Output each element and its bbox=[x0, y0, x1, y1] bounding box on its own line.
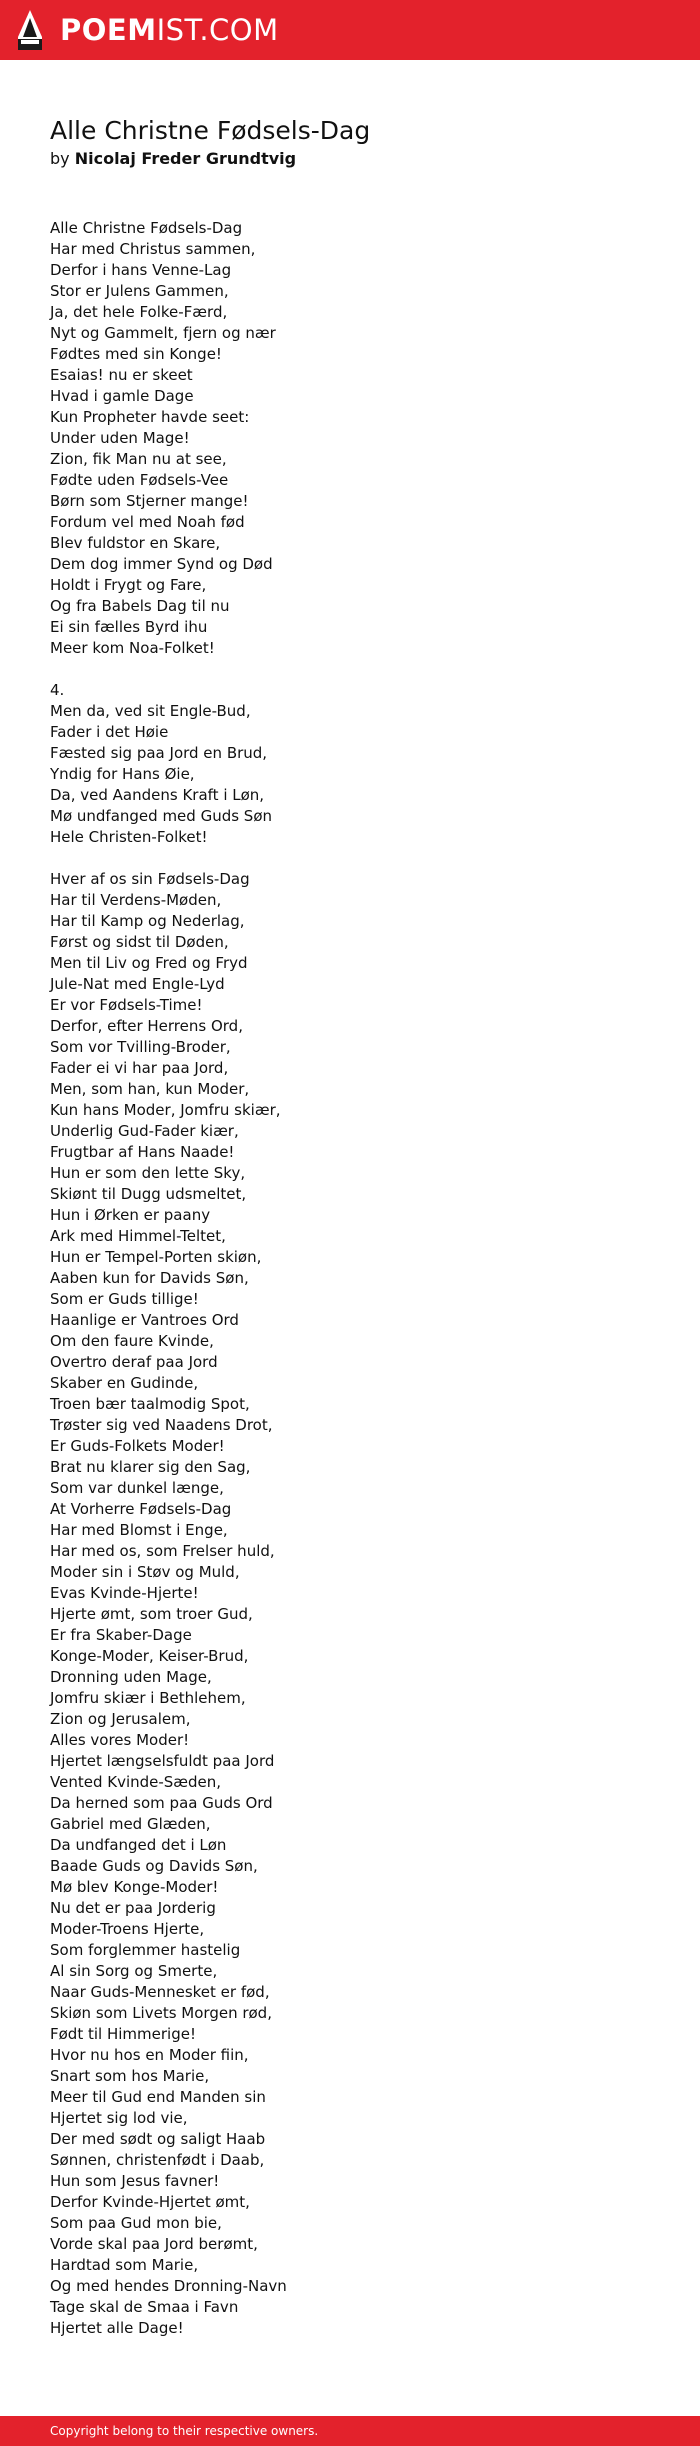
poem-line: Hun er som den lette Sky, bbox=[50, 1164, 246, 1182]
poem-line: Som var dunkel længe, bbox=[50, 1479, 224, 1497]
poem-line: Fader i det Høie bbox=[50, 723, 169, 741]
poem-line: Snart som hos Marie, bbox=[50, 2067, 210, 2085]
by-label: by bbox=[50, 149, 70, 168]
poem-line: Nu det er paa Jorderig bbox=[50, 1899, 216, 1917]
poem-line: Overtro deraf paa Jord bbox=[50, 1353, 218, 1371]
poem-line: Men, som han, kun Moder, bbox=[50, 1080, 250, 1098]
poem-line: Som er Guds tillige! bbox=[50, 1290, 199, 1308]
poem-line: Hele Christen-Folket! bbox=[50, 828, 208, 846]
poem-line: Har med Christus sammen, bbox=[50, 240, 256, 258]
poem-line: Hjerte ømt, som troer Gud, bbox=[50, 1605, 253, 1623]
poem-line: Blev fuldstor en Skare, bbox=[50, 534, 221, 552]
poem-line: Derfor Kvinde-Hjertet ømt, bbox=[50, 2193, 250, 2211]
pencil-tip-icon[interactable] bbox=[17, 9, 43, 51]
poem-line: Hver af os sin Fødsels-Dag bbox=[50, 870, 250, 888]
poem-title: Alle Christne Fødsels-Dag bbox=[50, 116, 371, 145]
poem-line: Aaben kun for Davids Søn, bbox=[50, 1269, 249, 1287]
poem-line: Ark med Himmel-Teltet, bbox=[50, 1227, 226, 1245]
poem-line: Er vor Fødsels-Time! bbox=[50, 996, 203, 1014]
author-name[interactable]: Nicolaj Freder Grundtvig bbox=[74, 149, 297, 168]
poem-line: Stor er Julens Gammen, bbox=[50, 282, 229, 300]
poem-line: 4. bbox=[50, 681, 65, 699]
poem-line: Ei sin fælles Byrd ihu bbox=[50, 618, 208, 636]
stanza-gap bbox=[50, 848, 650, 869]
poem-line: Og fra Babels Dag til nu bbox=[50, 597, 230, 615]
poem-line: Vorde skal paa Jord berømt, bbox=[50, 2235, 258, 2253]
poem-line: Gabriel med Glæden, bbox=[50, 1815, 211, 1833]
poem-line: Jomfru skiær i Bethlehem, bbox=[50, 1689, 246, 1707]
poem-line: Da undfanged det i Løn bbox=[50, 1836, 227, 1854]
poem-line: Hjertet længselsfuldt paa Jord bbox=[50, 1752, 275, 1770]
poem-line: Og med hendes Dronning-Navn bbox=[50, 2277, 287, 2295]
poem-line: Yndig for Hans Øie, bbox=[50, 765, 195, 783]
poem-line: Dem dog immer Synd og Død bbox=[50, 555, 273, 573]
poem-line: Der med sødt og saligt Haab bbox=[50, 2130, 266, 2148]
site-footer bbox=[0, 2416, 700, 2446]
poem-line: Som vor Tvilling-Broder, bbox=[50, 1038, 231, 1056]
poem-line: Har med Blomst i Enge, bbox=[50, 1521, 228, 1539]
poem-line: Hun er Tempel-Porten skiøn, bbox=[50, 1248, 262, 1266]
poem-line: Da herned som paa Guds Ord bbox=[50, 1794, 273, 1812]
poem-line: Men til Liv og Fred og Fryd bbox=[50, 954, 248, 972]
poem-line: Har til Verdens-Møden, bbox=[50, 891, 222, 909]
poem-line: Moder sin i Støv og Muld, bbox=[50, 1563, 240, 1581]
poem-line: Først og sidst til Døden, bbox=[50, 933, 229, 951]
poem-line: Dronning uden Mage, bbox=[50, 1668, 212, 1686]
site-logo-link[interactable] bbox=[60, 14, 279, 46]
poem-line: Som forglemmer hastelig bbox=[50, 1941, 241, 1959]
poem-line: Børn som Stjerner mange! bbox=[50, 492, 249, 510]
poem-line: Hun i Ørken er paany bbox=[50, 1206, 211, 1224]
poem-line: Er Guds-Folkets Moder! bbox=[50, 1437, 225, 1455]
poem-line: Naar Guds-Mennesket er fød, bbox=[50, 1983, 270, 2001]
poem-line: Fæsted sig paa Jord en Brud, bbox=[50, 744, 268, 762]
poem-line: Sønnen, christenfødt i Daab, bbox=[50, 2151, 265, 2169]
poem-line: Fødtes med sin Konge! bbox=[50, 345, 222, 363]
poem-line: Haanlige er Vantroes Ord bbox=[50, 1311, 239, 1329]
poem-line: Trøster sig ved Naadens Drot, bbox=[50, 1416, 273, 1434]
poem-line: Men da, ved sit Engle-Bud, bbox=[50, 702, 251, 720]
poem-line: Skaber en Gudinde, bbox=[50, 1374, 199, 1392]
poem-line: Om den faure Kvinde, bbox=[50, 1332, 214, 1350]
poem-line: Fader ei vi har paa Jord, bbox=[50, 1059, 229, 1077]
poem-line: Zion og Jerusalem, bbox=[50, 1710, 191, 1728]
poem-line: Har med os, som Frelser huld, bbox=[50, 1542, 275, 1560]
poem-line: Meer kom Noa-Folket! bbox=[50, 639, 215, 657]
poem-line: Evas Kvinde-Hjerte! bbox=[50, 1584, 199, 1602]
poem-line: Mø undfanged med Guds Søn bbox=[50, 807, 273, 825]
poem-line: Frugtbar af Hans Naade! bbox=[50, 1143, 235, 1161]
poem-line: Hjertet alle Dage! bbox=[50, 2319, 184, 2337]
poem-line: Som paa Gud mon bie, bbox=[50, 2214, 222, 2232]
poem-line: Zion, fik Man nu at see, bbox=[50, 450, 227, 468]
poem-line: Jule-Nat med Engle-Lyd bbox=[50, 975, 225, 993]
poem-line: Brat nu klarer sig den Sag, bbox=[50, 1458, 251, 1476]
poem-line: Moder-Troens Hjerte, bbox=[50, 1920, 205, 1938]
poem-line: Fødte uden Fødsels-Vee bbox=[50, 471, 229, 489]
poem-line: Underlig Gud-Fader kiær, bbox=[50, 1122, 239, 1140]
poem-line: Vented Kvinde-Sæden, bbox=[50, 1773, 222, 1791]
poem-line: Skiøn som Livets Morgen rød, bbox=[50, 2004, 272, 2022]
poem-line: Mø blev Konge-Moder! bbox=[50, 1878, 219, 1896]
brand-light: IST.COM bbox=[156, 13, 279, 47]
poem-line: Holdt i Frygt og Fare, bbox=[50, 576, 207, 594]
poem-line: Hun som Jesus favner! bbox=[50, 2172, 220, 2190]
poem-line: Derfor, efter Herrens Ord, bbox=[50, 1017, 243, 1035]
poem-line: Esaias! nu er skeet bbox=[50, 366, 193, 384]
poem-line: Derfor i hans Venne-Lag bbox=[50, 261, 232, 279]
poem-line: Ja, det hele Folke-Færd, bbox=[50, 303, 228, 321]
poem-line: Tage skal de Smaa i Favn bbox=[50, 2298, 239, 2316]
poem-line: Troen bær taalmodig Spot, bbox=[50, 1395, 250, 1413]
poem-body bbox=[50, 218, 650, 2339]
poem-line: Skiønt til Dugg udsmeltet, bbox=[50, 1185, 247, 1203]
poem-line: Hvor nu hos en Moder fiin, bbox=[50, 2046, 249, 2064]
byline bbox=[50, 148, 296, 170]
poem-line: Hardtad som Marie, bbox=[50, 2256, 199, 2274]
poem-line: Nyt og Gammelt, fjern og nær bbox=[50, 324, 276, 342]
poem-line: Kun Propheter havde seet: bbox=[50, 408, 250, 426]
poem-line: Hvad i gamle Dage bbox=[50, 387, 194, 405]
stanza-gap bbox=[50, 659, 650, 680]
poem-line: Meer til Gud end Manden sin bbox=[50, 2088, 266, 2106]
poem-line: Da, ved Aandens Kraft i Løn, bbox=[50, 786, 265, 804]
poem-line: Al sin Sorg og Smerte, bbox=[50, 1962, 218, 1980]
site-header bbox=[0, 0, 700, 60]
poem-line: At Vorherre Fødsels-Dag bbox=[50, 1500, 232, 1518]
brand-bold: POEM bbox=[60, 13, 157, 47]
poem-line: Under uden Mage! bbox=[50, 429, 190, 447]
poem-line: Er fra Skaber-Dage bbox=[50, 1626, 192, 1644]
poem-line: Fordum vel med Noah fød bbox=[50, 513, 245, 531]
poem-line: Baade Guds og Davids Søn, bbox=[50, 1857, 258, 1875]
poem-line: Konge-Moder, Keiser-Brud, bbox=[50, 1647, 249, 1665]
poem-line: Alles vores Moder! bbox=[50, 1731, 190, 1749]
copyright-notice: Copyright belong to their respective owners. bbox=[50, 2424, 319, 2438]
poem-line: Har til Kamp og Nederlag, bbox=[50, 912, 245, 930]
poem-line: Født til Himmerige! bbox=[50, 2025, 196, 2043]
poem-line: Alle Christne Fødsels-Dag bbox=[50, 219, 243, 237]
poem-line: Kun hans Moder, Jomfru skiær, bbox=[50, 1101, 281, 1119]
poem-line: Hjertet sig lod vie, bbox=[50, 2109, 188, 2127]
